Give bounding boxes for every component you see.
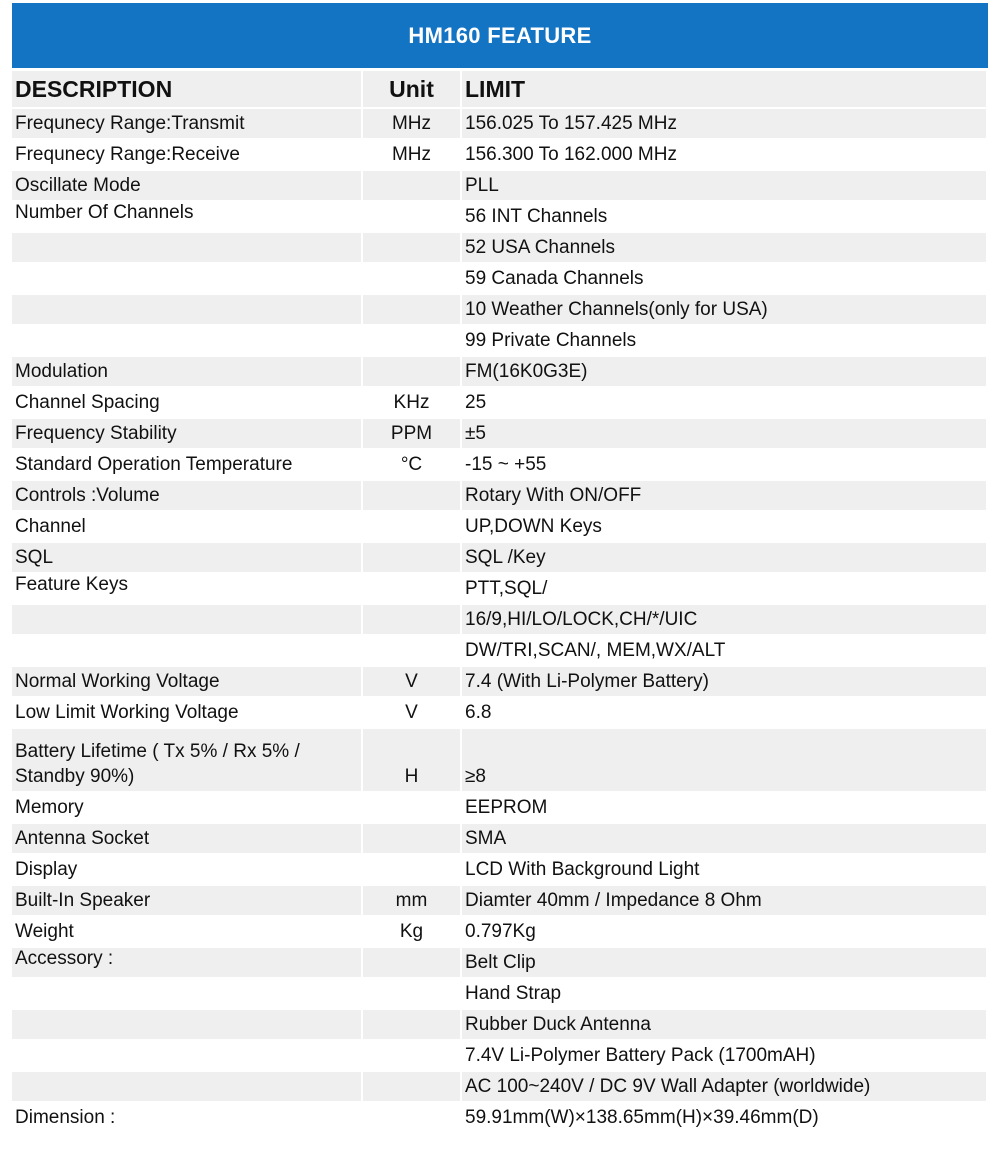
row-limit: 59 Canada Channels [462,264,988,295]
row-unit [363,1072,462,1103]
row-unit [363,171,462,202]
page-title: HM160 FEATURE [408,22,592,48]
row-limit: 0.797Kg [462,917,988,948]
table-row [12,233,988,264]
row-limit: ±5 [462,419,988,450]
table-row [12,698,988,729]
table-row [12,1103,988,1134]
row-limit: LCD With Background Light [462,855,988,886]
feature-table [12,71,988,1134]
row-unit [363,512,462,543]
row-limit: Belt Clip [462,948,988,979]
row-description [12,326,363,357]
row-unit [363,636,462,667]
table-row [12,264,988,295]
row-limit: 156.025 To 157.425 MHz [462,109,988,140]
table-row [12,1072,988,1103]
row-unit [363,979,462,1010]
table-row [12,1041,988,1072]
row-limit: 99 Private Channels [462,326,988,357]
table-row [12,171,988,202]
row-unit [363,824,462,855]
row-limit: Rubber Duck Antenna [462,1010,988,1041]
row-limit: 16/9,HI/LO/LOCK,CH/*/UIC [462,605,988,636]
row-unit [363,1103,462,1134]
table-row [12,574,988,605]
table-row [12,886,988,917]
row-limit: 6.8 [462,698,988,729]
row-unit: PPM [363,419,462,450]
row-unit [363,1041,462,1072]
row-description: Number Of Channels [12,202,363,233]
row-unit [363,793,462,824]
table-row [12,450,988,481]
row-unit [363,1010,462,1041]
row-description: Weight [12,917,363,948]
row-description [12,295,363,326]
row-description [12,1072,363,1103]
row-limit: Rotary With ON/OFF [462,481,988,512]
row-description: Controls :Volume [12,481,363,512]
row-description: SQL [12,543,363,574]
row-description: Feature Keys [12,574,363,605]
row-limit: -15 ~ +55 [462,450,988,481]
row-unit: Kg [363,917,462,948]
row-description: Low Limit Working Voltage [12,698,363,729]
row-limit: EEPROM [462,793,988,824]
row-limit: AC 100~240V / DC 9V Wall Adapter (worldwide) [462,1072,988,1103]
row-unit: mm [363,886,462,917]
row-description: Frequnecy Range:Transmit [12,109,363,140]
header-unit: Unit [363,71,462,109]
row-description: Dimension : [12,1103,363,1134]
table-row [12,1010,988,1041]
row-description: Frequency Stability [12,419,363,450]
table-row [12,855,988,886]
row-unit: V [363,698,462,729]
table-row [12,326,988,357]
row-limit: FM(16K0G3E) [462,357,988,388]
row-description [12,264,363,295]
table-row [12,140,988,171]
table-row [12,917,988,948]
row-description: Oscillate Mode [12,171,363,202]
row-unit: MHz [363,109,462,140]
row-unit [363,264,462,295]
row-description: Normal Working Voltage [12,667,363,698]
row-description [12,1041,363,1072]
row-description [12,233,363,264]
row-unit [363,605,462,636]
row-description [12,979,363,1010]
row-unit [363,543,462,574]
row-unit [363,326,462,357]
row-limit: Diamter 40mm / Impedance 8 Ohm [462,886,988,917]
table-row [12,979,988,1010]
table-row [12,481,988,512]
row-description: Built-In Speaker [12,886,363,917]
row-description [12,605,363,636]
row-limit: 59.91mm(W)×138.65mm(H)×39.46mm(D) [462,1103,988,1134]
row-limit: PLL [462,171,988,202]
row-limit: SQL /Key [462,543,988,574]
row-unit [363,357,462,388]
table-row [12,512,988,543]
table-row [12,667,988,698]
table-row [12,793,988,824]
row-description: Standard Operation Temperature [12,450,363,481]
row-description: Display [12,855,363,886]
row-unit [363,233,462,264]
table-row [12,109,988,140]
row-unit [363,295,462,326]
row-description: Antenna Socket [12,824,363,855]
row-unit: °C [363,450,462,481]
header-limit: LIMIT [462,71,988,109]
row-description: Modulation [12,357,363,388]
row-description [12,636,363,667]
table-row [12,202,988,233]
row-limit: 156.300 To 162.000 MHz [462,140,988,171]
row-limit: 7.4V Li-Polymer Battery Pack (1700mAH) [462,1041,988,1072]
row-limit: UP,DOWN Keys [462,512,988,543]
row-description: Accessory : [12,948,363,979]
row-limit: Hand Strap [462,979,988,1010]
table-header-row [12,71,988,109]
row-description [12,1010,363,1041]
row-description: Channel [12,512,363,543]
table-row [12,295,988,326]
table-row [12,543,988,574]
row-unit [363,948,462,979]
row-limit: SMA [462,824,988,855]
row-description: Battery Lifetime ( Tx 5% / Rx 5% / Standby 90%) [12,729,363,793]
row-limit: PTT,SQL/ [462,574,988,605]
row-unit: MHz [363,140,462,171]
table-row [12,948,988,979]
row-description: Channel Spacing [12,388,363,419]
table-row [12,357,988,388]
row-limit: 56 INT Channels [462,202,988,233]
header-description: DESCRIPTION [12,71,363,109]
row-limit: 7.4 (With Li-Polymer Battery) [462,667,988,698]
table-row [12,636,988,667]
table-row [12,388,988,419]
row-limit: 10 Weather Channels(only for USA) [462,295,988,326]
row-unit: KHz [363,388,462,419]
row-limit: ≥8 [462,729,988,793]
row-description: Frequnecy Range:Receive [12,140,363,171]
row-unit: V [363,667,462,698]
row-description: Memory [12,793,363,824]
row-unit [363,202,462,233]
table-row [12,605,988,636]
table-row [12,729,988,793]
table-row [12,419,988,450]
row-unit [363,574,462,605]
row-unit [363,855,462,886]
row-limit: DW/TRI,SCAN/, MEM,WX/ALT [462,636,988,667]
row-unit: H [363,729,462,793]
table-row [12,824,988,855]
row-limit: 52 USA Channels [462,233,988,264]
title-bar [12,3,988,68]
row-limit: 25 [462,388,988,419]
row-unit [363,481,462,512]
